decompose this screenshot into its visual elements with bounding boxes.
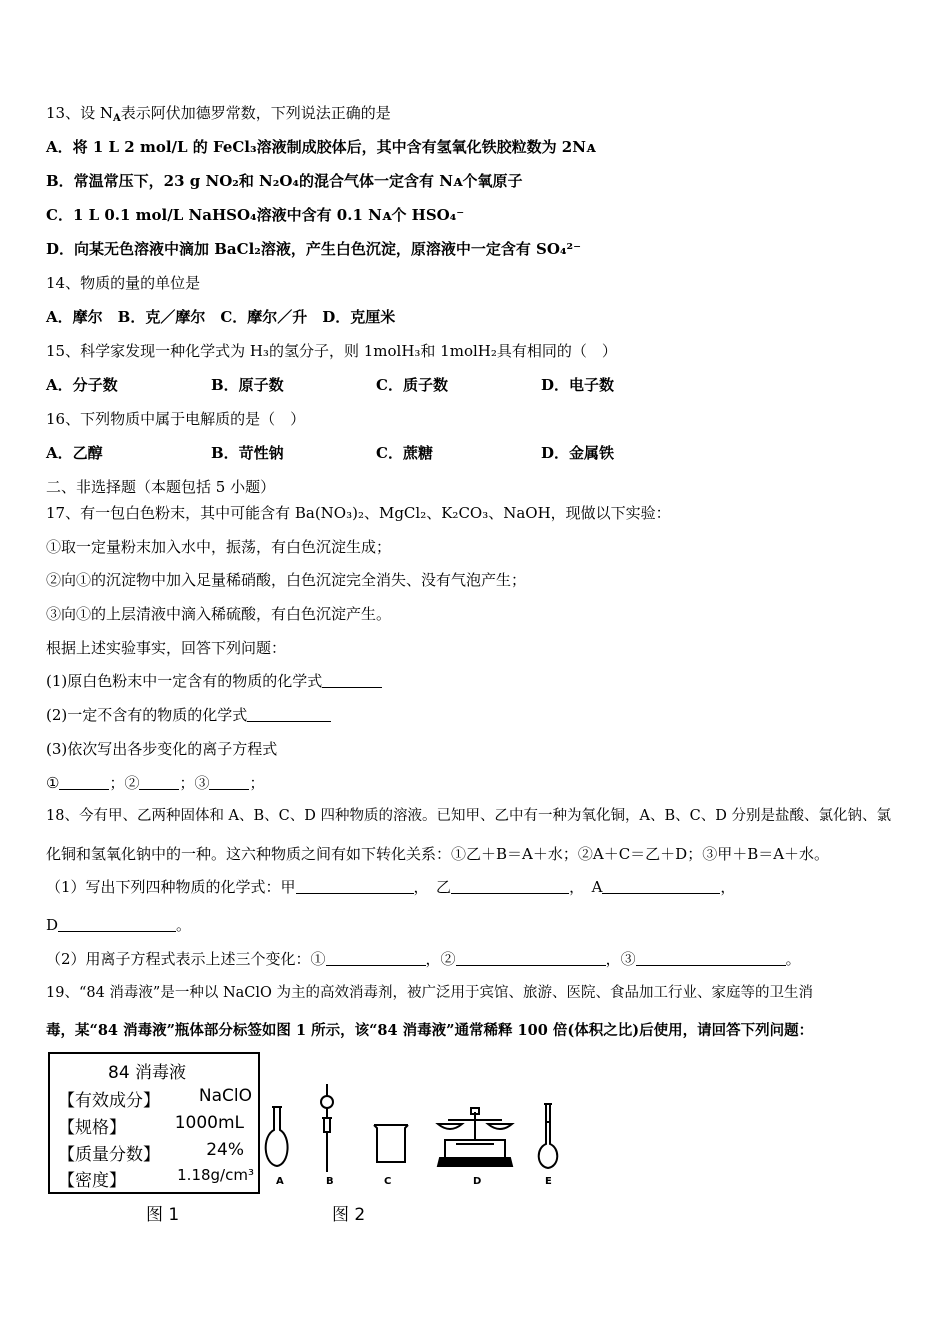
q16-options	[46, 443, 614, 463]
q16-option-b: B．苛性钠	[211, 444, 284, 462]
q18-line-1: 18、今有甲、乙两种固体和 A、B、C、D 四种物质的溶液。已知甲、乙中有一种为氧化铜，A、B、C、D 分别是盐酸、氯化钠、氯	[46, 808, 891, 824]
answer-blank[interactable]	[326, 951, 426, 966]
q14-options: A．摩尔 B．克／摩尔 C．摩尔／升 D．克厘米	[46, 308, 396, 326]
q17-part-1: (1)原白色粉末中一定含有的物质的化学式	[46, 671, 382, 691]
label-key: 【规格】	[58, 1118, 126, 1138]
q19-line-2: 毒，某“84 消毒液”瓶体部分标签如图 1 所示，该“84 消毒液”通常稀释 100 倍(体积之比)后使用，请回答下列问题：	[46, 1022, 814, 1039]
q13-option-a: A．将 1 L 2 mol/L 的 FeCl₃溶液制成胶体后，其中含有氢氧化铁胶粒数为 2Nᴀ	[46, 138, 596, 156]
q17-part-2: (2)一定不含有的物质的化学式	[46, 705, 331, 725]
equipment-label: C	[384, 1176, 392, 1187]
q17-stem: 17、有一包白色粉末，其中可能含有 Ba(NO₃)₂、MgCl₂、K₂CO₃、NaOH，现做以下实验：	[46, 504, 671, 522]
answer-blank[interactable]	[296, 879, 414, 894]
q17-step-3: ③向①的上层清液中滴入稀硫酸，有白色沉淀产生。	[46, 605, 392, 623]
balance-scale-icon	[438, 1108, 512, 1166]
answer-blank[interactable]	[58, 917, 176, 932]
pipette-icon	[321, 1084, 333, 1172]
label-value: 24%	[206, 1140, 244, 1160]
q13-option-d: D．向某无色溶液中滴加 BaCl₂溶液，产生白色沉淀，原溶液中一定含有 SO₄²⁻	[46, 240, 582, 258]
q18-line-2: 化铜和氢氧化钠中的一种。这六种物质之间有如下转化关系：①乙＋B＝A＋水；②A＋C＝乙＋D；③甲＋B＝A＋水。	[46, 845, 830, 863]
equipment-label: A	[276, 1176, 284, 1187]
q17-step-2: ②向①的沉淀物中加入足量稀硝酸，白色沉淀完全消失、没有气泡产生；	[46, 571, 527, 589]
volumetric-flask-icon	[539, 1104, 558, 1168]
section-heading: 二、非选择题（本题包括 5 小题）	[46, 478, 276, 496]
q15-option-d: D．电子数	[541, 376, 615, 394]
q13-option-c: C．1 L 0.1 mol/L NaHSO₄溶液中含有 0.1 Nᴀ个 HSO₄⁻	[46, 206, 465, 224]
label-key: 【质量分数】	[58, 1145, 160, 1165]
figure-1-caption: 图 1	[146, 1205, 180, 1225]
answer-blank[interactable]	[247, 707, 331, 722]
lab-equipment-figure	[260, 1082, 570, 1192]
answer-blank[interactable]	[322, 673, 382, 688]
answer-blank[interactable]	[456, 951, 606, 966]
round-flask-icon	[266, 1107, 288, 1166]
q13-option-b: B．常温常压下，23 g NO₂和 N₂O₄的混合气体一定含有 Nᴀ个氧原子	[46, 172, 523, 190]
q17-step-1: ①取一定量粉末加入水中，振荡，有白色沉淀生成；	[46, 538, 392, 556]
label-value: NaClO	[198, 1086, 252, 1106]
q15-options	[46, 375, 614, 395]
q15-option-a: A．分子数	[46, 376, 118, 394]
answer-blank[interactable]	[636, 951, 786, 966]
label-title: 84 消毒液	[108, 1063, 187, 1083]
answer-blank[interactable]	[602, 879, 720, 894]
q15-option-b: B．原子数	[211, 376, 284, 394]
q18-part-1-cont: D 。	[46, 916, 192, 934]
q15-stem: 15、科学家发现一种化学式为 H₃的氢分子，则 1molH₃和 1molH₂具有相同的（ ）	[46, 342, 617, 360]
equipment-label: B	[326, 1176, 334, 1187]
label-key: 【密度】	[58, 1171, 126, 1191]
q16-option-d: D．金属铁	[541, 444, 615, 462]
answer-blank[interactable]	[59, 775, 109, 790]
q19-line-1: 19、“84 消毒液”是一种以 NaClO 为主的高效消毒剂，被广泛用于宾馆、旅游、医院、食品加工行业、家庭等的卫生消	[46, 985, 814, 1001]
q18-part-1: （1）写出下列四种物质的化学式：甲 ， 乙 ， A ，	[46, 878, 736, 896]
q16-stem: 16、下列物质中属于电解质的是（ ）	[46, 410, 306, 428]
answer-blank[interactable]	[209, 775, 249, 790]
q17-part-3: (3)依次写出各步变化的离子方程式	[46, 740, 278, 758]
label-value: 1.18g/cm³	[177, 1166, 254, 1184]
disinfectant-label	[48, 1052, 260, 1194]
q18-part-2: （2）用离子方程式表示上述三个变化：① ，② ，③ 。	[46, 950, 801, 968]
q14-stem: 14、物质的量的单位是	[46, 274, 201, 292]
q15-option-c: C．质子数	[376, 376, 448, 394]
label-key: 【有效成分】	[58, 1091, 160, 1111]
q17-prompt: 根据上述实验事实，回答下列问题：	[46, 639, 287, 657]
equipment-label: E	[545, 1176, 552, 1187]
q16-option-c: C．蔗糖	[376, 444, 433, 462]
figure-2-caption: 图 2	[332, 1205, 366, 1225]
q16-option-a: A．乙醇	[46, 444, 103, 462]
q17-part-3-blanks: ① ；② ；③ ；	[46, 774, 265, 792]
beaker-icon	[374, 1125, 408, 1162]
equipment-label: D	[473, 1176, 482, 1187]
answer-blank[interactable]	[139, 775, 179, 790]
answer-blank[interactable]	[451, 879, 569, 894]
label-value: 1000mL	[174, 1113, 244, 1133]
q13-stem: 13、设 $N_A$表示阿伏加德罗常数，下列说法正确的是	[46, 104, 391, 124]
